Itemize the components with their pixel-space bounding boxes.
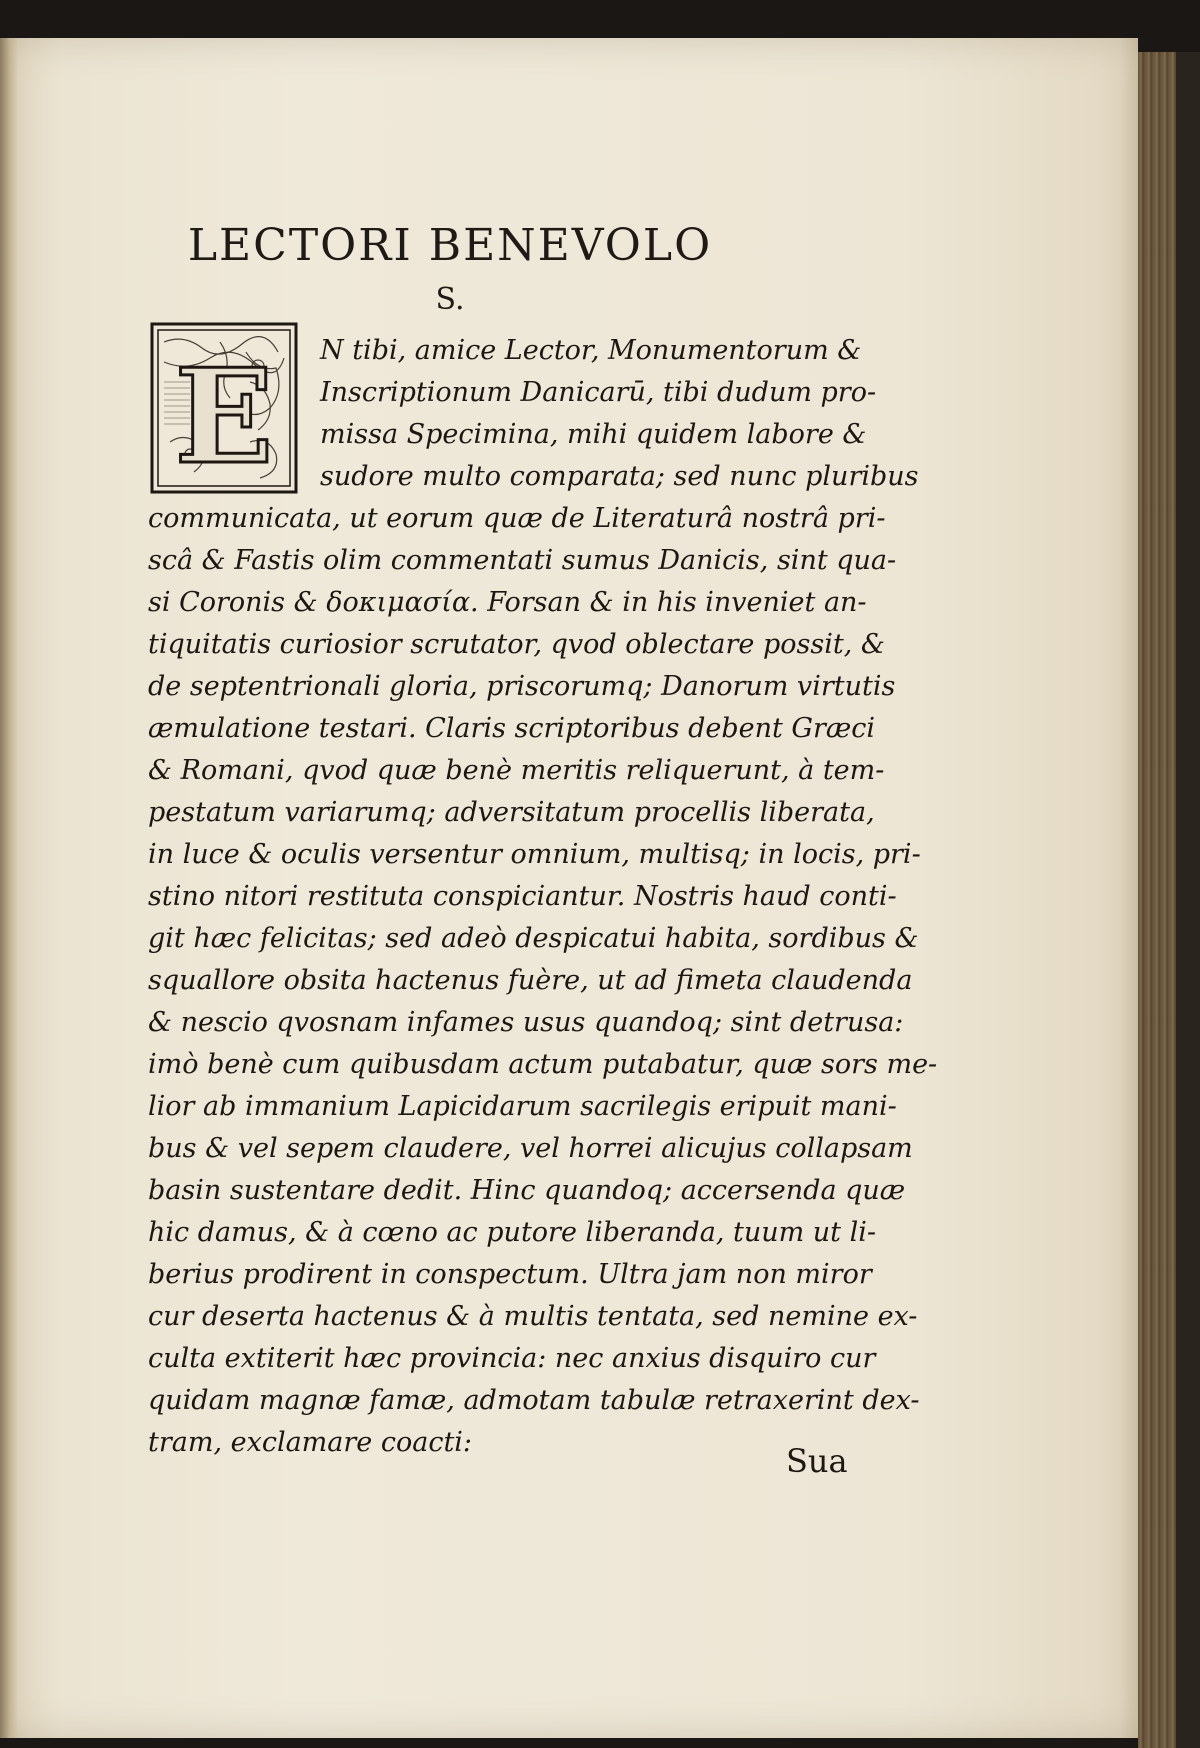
catchword: Sua <box>786 1442 848 1480</box>
text-line: N tibi, amice Lector, Monumentorum & <box>320 335 862 366</box>
text-line: Inscriptionum Danicarū, tibi dudum pro- <box>320 377 877 408</box>
text-line: & Romani, qvod quæ benè meritis reliquerunt, à tem- <box>148 755 885 786</box>
text-line: & nescio qvosnam infames usus quandoq; sint detrusa: <box>148 1007 904 1038</box>
text-line: scâ & Fastis olim commentati sumus Danicis, sint qua- <box>148 545 897 576</box>
text-line: in luce & oculis versentur omnium, multisq; in locis, pri- <box>148 839 921 870</box>
text-line: git hæc felicitas; sed adeò despicatui habita, sordibus & <box>148 923 919 954</box>
text-line: tiquitatis curiosior scrutator, qvod oblectare possit, & <box>148 629 885 660</box>
text-line: æmulatione testari. Claris scriptoribus debent Græci <box>148 713 876 744</box>
text-line: squallore obsita hactenus fuère, ut ad fimeta claudenda <box>148 965 913 996</box>
text-line: tram, exclamare coacti: <box>148 1427 473 1458</box>
text-line: culta extiterit hæc provincia: nec anxius disquiro cur <box>148 1343 876 1374</box>
text-line: communicata, ut eorum quæ de Literaturâ nostrâ pri- <box>148 503 886 534</box>
text-line: bus & vel sepem claudere, vel horrei alicujus collapsam <box>148 1133 913 1164</box>
text-line: basin sustentare dedit. Hinc quandoq; accersenda quæ <box>148 1175 906 1206</box>
page-subtitle: S. <box>435 282 465 317</box>
text-line: imò benè cum quibusdam actum putabatur, quæ sors me- <box>148 1049 938 1080</box>
decorated-initial-letter <box>150 322 298 494</box>
text-line: lior ab immanium Lapicidarum sacrilegis eripuit mani- <box>148 1091 897 1122</box>
gutter-shadow <box>0 38 18 1738</box>
book-cover-edge <box>1176 52 1200 1748</box>
initial-letter-glyph: E <box>174 340 274 493</box>
text-line: stino nitori restituta conspiciantur. Nostris haud conti- <box>148 881 897 912</box>
book-page <box>0 38 1138 1738</box>
text-line: sudore multo comparata; sed nunc pluribus <box>320 461 919 492</box>
text-line: si Coronis & δοκιμασία. Forsan & in his inveniet an- <box>148 587 867 618</box>
page-title: LECTORI BENEVOLO <box>187 220 713 271</box>
text-line: quidam magnæ famæ, admotam tabulæ retraxerint dex- <box>148 1385 920 1416</box>
text-line: de septentrionali gloria, priscorumq; Danorum virtutis <box>148 671 896 702</box>
text-line: hic damus, & à cœno ac putore liberanda, tuum ut li- <box>148 1217 877 1248</box>
text-line: cur deserta hactenus & à multis tentata, sed nemine ex- <box>148 1301 918 1332</box>
text-line: missa Specimina, mihi quidem labore & <box>320 419 867 450</box>
text-line: pestatum variarumq; adversitatum procellis liberata, <box>148 797 875 828</box>
text-line: berius prodirent in conspectum. Ultra jam non miror <box>148 1259 872 1290</box>
